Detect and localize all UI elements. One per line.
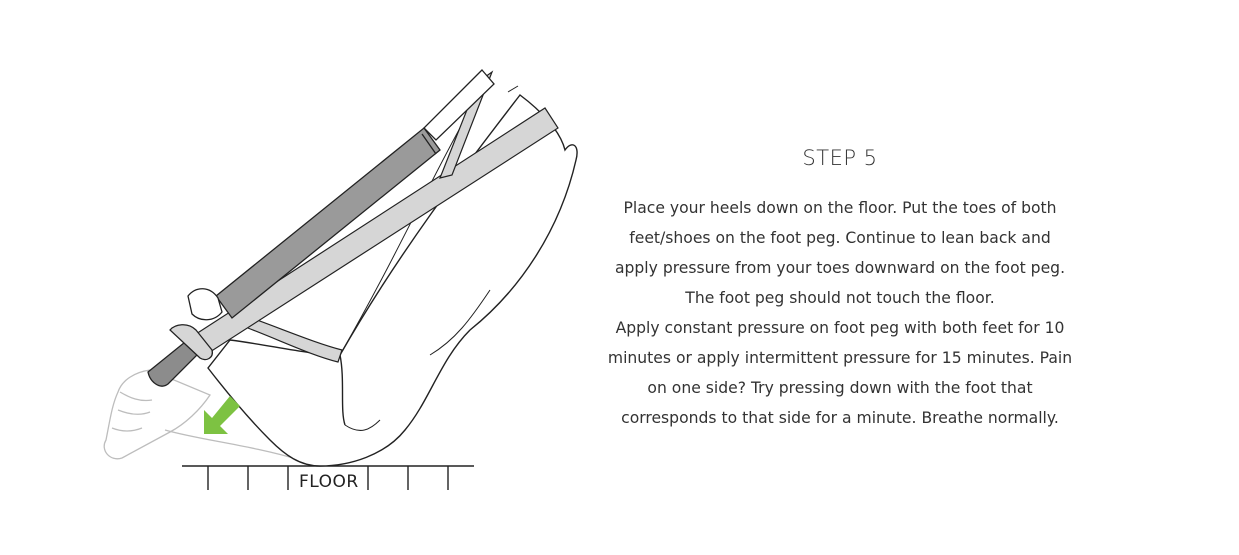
illustration-drawing [0, 0, 620, 551]
step-line: feet/shoes on the foot peg. Continue to lean back and [629, 229, 1051, 247]
pressure-arrow [204, 396, 240, 434]
step-line: apply pressure from your toes downward on the foot peg. [614, 259, 1066, 277]
step-line: Place your heels down on the floor. Put the toes of both [623, 199, 1057, 217]
step-line: The foot peg should not touch the floor. [685, 289, 995, 307]
step-line: on one side? Try pressing down with the foot that [647, 379, 1033, 397]
step-instructions [590, 142, 1090, 433]
step-line: corresponds to that side for a minute. Breathe normally. [621, 409, 1059, 427]
foot-exercise-illustration [0, 0, 620, 551]
step-title: STEP 5 [802, 146, 878, 170]
step-description [590, 193, 1090, 433]
step-line: minutes or apply intermittent pressure for 15 minutes. Pain [607, 349, 1073, 367]
step-line: Apply constant pressure on foot peg with both feet for 10 [615, 319, 1065, 337]
floor-label: FLOOR [299, 472, 359, 492]
